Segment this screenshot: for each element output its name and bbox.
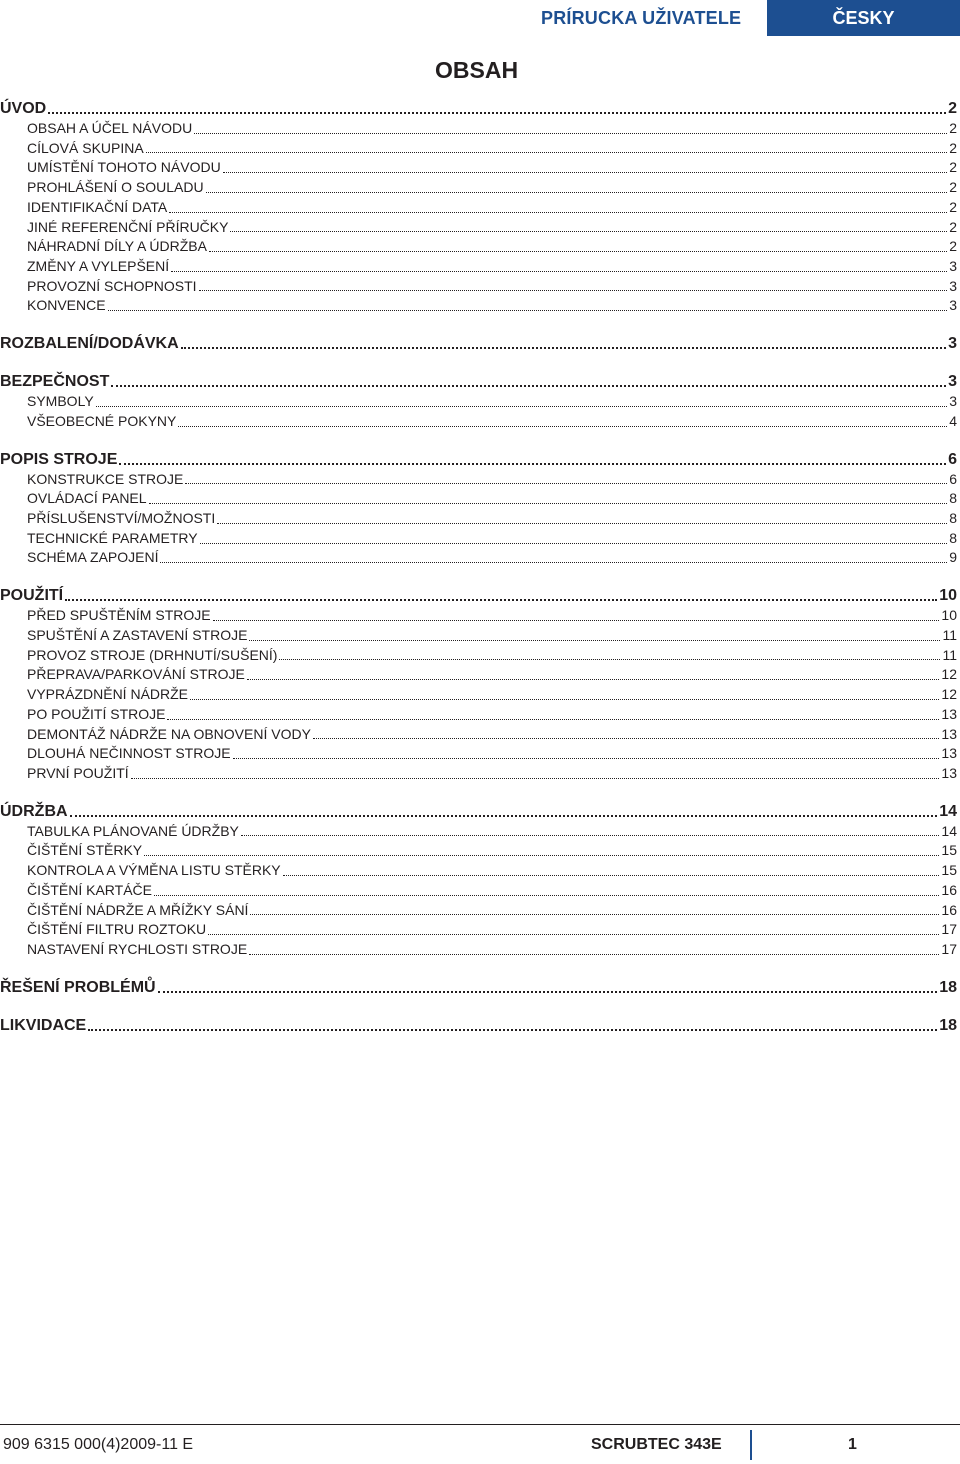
dot-leader bbox=[160, 562, 947, 563]
toc-entry-title: TABULKA PLÁNOVANÉ ÚDRŽBY bbox=[27, 822, 239, 839]
dot-leader bbox=[131, 778, 940, 779]
toc-subsection[interactable] bbox=[0, 685, 957, 705]
dot-leader bbox=[241, 835, 940, 836]
toc-entry-page: 2 bbox=[949, 139, 957, 156]
toc-subsection[interactable] bbox=[0, 412, 957, 432]
toc-entry-title: ÚDRŽBA bbox=[0, 802, 68, 820]
section-gap bbox=[0, 316, 957, 334]
toc-entry-title: OBSAH A ÚČEL NÁVODU bbox=[27, 119, 193, 136]
dot-leader bbox=[279, 659, 940, 660]
toc-entry-page: 16 bbox=[941, 901, 957, 918]
dot-leader bbox=[111, 385, 946, 387]
toc-entry-page: 12 bbox=[941, 686, 957, 703]
language-label: ČESKY bbox=[832, 7, 895, 28]
toc-entry-title: ROZBALENÍ/DODÁVKA bbox=[0, 335, 179, 353]
toc-entry-page: 11 bbox=[942, 646, 957, 663]
toc-entry-page: 13 bbox=[941, 764, 957, 781]
toc-entry-page: 2 bbox=[949, 159, 957, 176]
toc-entry-page: 2 bbox=[949, 198, 957, 215]
footer-divider bbox=[750, 1430, 752, 1460]
dot-leader bbox=[96, 406, 948, 407]
toc-entry-page: 14 bbox=[941, 822, 957, 839]
toc-subsection[interactable] bbox=[0, 606, 957, 626]
dot-leader bbox=[185, 483, 947, 484]
dot-leader bbox=[158, 991, 938, 993]
toc-entry-page: 4 bbox=[949, 412, 957, 429]
toc-entry-page: 15 bbox=[941, 842, 957, 859]
toc-entry-title: PROVOZNÍ SCHOPNOSTI bbox=[27, 277, 197, 294]
dot-leader bbox=[249, 954, 939, 955]
toc-subsection[interactable] bbox=[0, 218, 957, 238]
toc-entry-title: VŠEOBECNÉ POKYNY bbox=[27, 412, 177, 429]
footer-rule bbox=[0, 1424, 960, 1425]
toc-subsection[interactable] bbox=[0, 489, 957, 509]
toc-entry-page: 3 bbox=[948, 335, 957, 353]
toc-subsection[interactable] bbox=[0, 178, 957, 198]
toc-entry-title: JINÉ REFERENČNÍ PŘÍRUČKY bbox=[27, 218, 229, 235]
toc-entry-title: ZMĚNY A VYLEPŠENÍ bbox=[27, 258, 170, 275]
toc-section[interactable] bbox=[0, 802, 957, 822]
toc-entry-page: 18 bbox=[939, 978, 957, 996]
section-gap bbox=[0, 960, 957, 978]
toc-subsection[interactable] bbox=[0, 626, 957, 646]
toc-subsection[interactable] bbox=[0, 725, 957, 745]
dot-leader bbox=[223, 172, 948, 173]
toc-entry-page: 2 bbox=[948, 100, 957, 117]
document-code: 909 6315 000(4)2009-11 E bbox=[3, 1436, 194, 1453]
dot-leader bbox=[247, 679, 940, 680]
toc-entry-title: ČIŠTĚNÍ FILTRU ROZTOKU bbox=[27, 921, 207, 938]
toc-subsection[interactable] bbox=[0, 257, 957, 277]
toc-subsection[interactable] bbox=[0, 198, 957, 218]
dot-leader bbox=[213, 620, 940, 621]
toc-entry-page: 13 bbox=[941, 725, 957, 742]
dot-leader bbox=[48, 112, 946, 114]
toc-entry-title: ČIŠTĚNÍ KARTÁČE bbox=[27, 881, 152, 898]
toc-entry-page: 3 bbox=[949, 277, 957, 294]
toc-entry-title: LIKVIDACE bbox=[0, 1016, 87, 1034]
toc-subsection[interactable] bbox=[0, 237, 957, 257]
toc-subsection[interactable] bbox=[0, 119, 957, 139]
toc-entry-title: CÍLOVÁ SKUPINA bbox=[27, 139, 144, 156]
toc-entry-title: PRVNÍ POUŽITÍ bbox=[27, 764, 129, 781]
toc-entry-title: PO POUŽITÍ STROJE bbox=[27, 705, 166, 722]
toc-subsection[interactable] bbox=[0, 509, 957, 529]
toc-subsection[interactable] bbox=[0, 705, 957, 725]
dot-leader bbox=[208, 934, 939, 935]
dot-leader bbox=[206, 192, 948, 193]
section-gap bbox=[0, 354, 957, 372]
toc-entry-title: POUŽITÍ bbox=[0, 587, 64, 605]
page-number: 1 bbox=[848, 1436, 857, 1453]
toc-entry-title: BEZPEČNOST bbox=[0, 373, 110, 391]
toc-entry-page: 8 bbox=[949, 510, 957, 527]
toc-entry-title: IDENTIFIKAČNÍ DATA bbox=[27, 198, 168, 215]
toc-subsection[interactable] bbox=[0, 646, 957, 666]
toc-entry-title: UMÍSTĚNÍ TOHOTO NÁVODU bbox=[27, 159, 221, 176]
toc-subsection[interactable] bbox=[0, 529, 957, 549]
toc-subsection[interactable] bbox=[0, 277, 957, 297]
toc-entry-page: 6 bbox=[949, 470, 957, 487]
toc-entry-page: 10 bbox=[941, 607, 957, 624]
toc-entry-page: 13 bbox=[941, 705, 957, 722]
toc-subsection[interactable] bbox=[0, 139, 957, 159]
toc-entry-title: VYPRÁZDNĚNÍ NÁDRŽE bbox=[27, 686, 189, 703]
toc-entry-title: PŘÍSLUŠENSTVÍ/MOŽNOSTI bbox=[27, 510, 216, 527]
toc-entry-title: DEMONTÁŽ NÁDRŽE NA OBNOVENÍ VODY bbox=[27, 725, 311, 742]
section-gap bbox=[0, 784, 957, 802]
toc-entry-title: ČIŠTĚNÍ STĚRKY bbox=[27, 842, 143, 859]
dot-leader bbox=[169, 212, 947, 213]
table-of-contents bbox=[0, 99, 957, 1036]
toc-section[interactable] bbox=[0, 978, 957, 998]
toc-entry-title: KONVENCE bbox=[27, 297, 106, 314]
dot-leader bbox=[108, 310, 948, 311]
language-badge bbox=[767, 0, 960, 36]
toc-entry-title: SYMBOLY bbox=[27, 393, 94, 410]
dot-leader bbox=[190, 699, 939, 700]
toc-entry-page: 8 bbox=[949, 490, 957, 507]
dot-leader bbox=[217, 523, 947, 524]
toc-subsection[interactable] bbox=[0, 861, 957, 881]
toc-entry-page: 8 bbox=[949, 529, 957, 546]
dot-leader bbox=[200, 543, 948, 544]
dot-leader bbox=[171, 271, 947, 272]
toc-entry-title: DLOUHÁ NEČINNOST STROJE bbox=[27, 745, 231, 762]
manual-label: PRÍRUCKA UŽIVATELE bbox=[541, 8, 742, 28]
toc-entry-page: 3 bbox=[949, 258, 957, 275]
toc-entry-page: 13 bbox=[941, 745, 957, 762]
toc-entry-page: 6 bbox=[948, 450, 957, 468]
section-gap bbox=[0, 998, 957, 1016]
toc-entry-page: 14 bbox=[939, 802, 957, 820]
section-gap bbox=[0, 568, 957, 586]
dot-leader bbox=[181, 347, 946, 349]
toc-entry-page: 9 bbox=[949, 549, 957, 566]
toc-subsection[interactable] bbox=[0, 881, 957, 901]
section-gap bbox=[0, 432, 957, 450]
toc-entry-page: 11 bbox=[942, 626, 957, 643]
toc-entry-title: ŘEŠENÍ PROBLÉMŮ bbox=[0, 978, 156, 996]
toc-section[interactable] bbox=[0, 1016, 957, 1036]
toc-entry-title: PROVOZ STROJE (DRHNUTÍ/SUŠENÍ) bbox=[27, 646, 278, 663]
page-title: OBSAH bbox=[435, 57, 519, 83]
dot-leader bbox=[65, 599, 937, 601]
dot-leader bbox=[167, 719, 939, 720]
dot-leader bbox=[194, 133, 947, 134]
toc-section[interactable] bbox=[0, 372, 957, 392]
dot-leader bbox=[230, 231, 947, 232]
toc-section[interactable] bbox=[0, 450, 957, 470]
toc-subsection[interactable] bbox=[0, 549, 957, 569]
toc-entry-page: 3 bbox=[949, 393, 957, 410]
toc-entry-title: ČIŠTĚNÍ NÁDRŽE A MŘÍŽKY SÁNÍ bbox=[27, 901, 249, 918]
toc-entry-title: NASTAVENÍ RYCHLOSTI STROJE bbox=[27, 940, 248, 957]
toc-entry-page: 2 bbox=[949, 218, 957, 235]
toc-entry-page: 2 bbox=[949, 238, 957, 255]
toc-entry-page: 12 bbox=[941, 666, 957, 683]
dot-leader bbox=[70, 815, 938, 817]
toc-entry-page: 2 bbox=[949, 119, 957, 136]
toc-entry-page: 16 bbox=[941, 881, 957, 898]
toc-entry-page: 17 bbox=[941, 940, 957, 957]
toc-entry-title: PROHLÁŠENÍ O SOULADU bbox=[27, 179, 204, 196]
toc-subsection[interactable] bbox=[0, 158, 957, 178]
toc-entry-title: PŘED SPUŠTĚNÍM STROJE bbox=[27, 607, 211, 624]
toc-section[interactable] bbox=[0, 99, 957, 119]
dot-leader bbox=[144, 855, 939, 856]
toc-subsection[interactable] bbox=[0, 392, 957, 412]
toc-entry-title: KONSTRUKCE STROJE bbox=[27, 470, 184, 487]
dot-leader bbox=[283, 875, 940, 876]
toc-subsection[interactable] bbox=[0, 296, 957, 316]
toc-entry-page: 15 bbox=[941, 862, 957, 879]
toc-entry-title: KONTROLA A VÝMĚNA LISTU STĚRKY bbox=[27, 862, 281, 879]
dot-leader bbox=[249, 640, 940, 641]
toc-entry-title: OVLÁDACÍ PANEL bbox=[27, 490, 147, 507]
dot-leader bbox=[154, 895, 939, 896]
toc-entry-title: SCHÉMA ZAPOJENÍ bbox=[27, 549, 159, 566]
product-name: SCRUBTEC 343E bbox=[591, 1436, 722, 1453]
dot-leader bbox=[88, 1029, 937, 1031]
toc-subsection[interactable] bbox=[0, 901, 957, 921]
toc-entry-page: 3 bbox=[948, 373, 957, 391]
toc-subsection[interactable] bbox=[0, 470, 957, 490]
dot-leader bbox=[149, 503, 948, 504]
toc-entry-page: 10 bbox=[939, 587, 957, 605]
dot-leader bbox=[146, 152, 948, 153]
dot-leader bbox=[119, 463, 946, 465]
toc-subsection[interactable] bbox=[0, 822, 957, 842]
dot-leader bbox=[209, 251, 947, 252]
dot-leader bbox=[233, 758, 940, 759]
toc-entry-page: 2 bbox=[949, 179, 957, 196]
toc-entry-title: TECHNICKÉ PARAMETRY bbox=[27, 529, 198, 546]
toc-entry-title: SPUŠTĚNÍ A ZASTAVENÍ STROJE bbox=[27, 626, 248, 643]
dot-leader bbox=[178, 426, 947, 427]
toc-section[interactable] bbox=[0, 334, 957, 354]
dot-leader bbox=[199, 290, 948, 291]
toc-entry-title: PŘEPRAVA/PARKOVÁNÍ STROJE bbox=[27, 666, 245, 683]
dot-leader bbox=[313, 738, 939, 739]
toc-entry-page: 17 bbox=[941, 921, 957, 938]
toc-entry-title: NÁHRADNÍ DÍLY A ÚDRŽBA bbox=[27, 238, 207, 255]
toc-subsection[interactable] bbox=[0, 764, 957, 784]
toc-subsection[interactable] bbox=[0, 744, 957, 764]
toc-entry-page: 18 bbox=[939, 1016, 957, 1034]
toc-subsection[interactable] bbox=[0, 665, 957, 685]
toc-subsection[interactable] bbox=[0, 841, 957, 861]
toc-subsection[interactable] bbox=[0, 920, 957, 940]
toc-subsection[interactable] bbox=[0, 940, 957, 960]
toc-section[interactable] bbox=[0, 586, 957, 606]
toc-entry-page: 3 bbox=[949, 297, 957, 314]
toc-entry-title: ÚVOD bbox=[0, 100, 47, 117]
dot-leader bbox=[250, 914, 939, 915]
toc-entry-title: POPIS STROJE bbox=[0, 450, 118, 468]
